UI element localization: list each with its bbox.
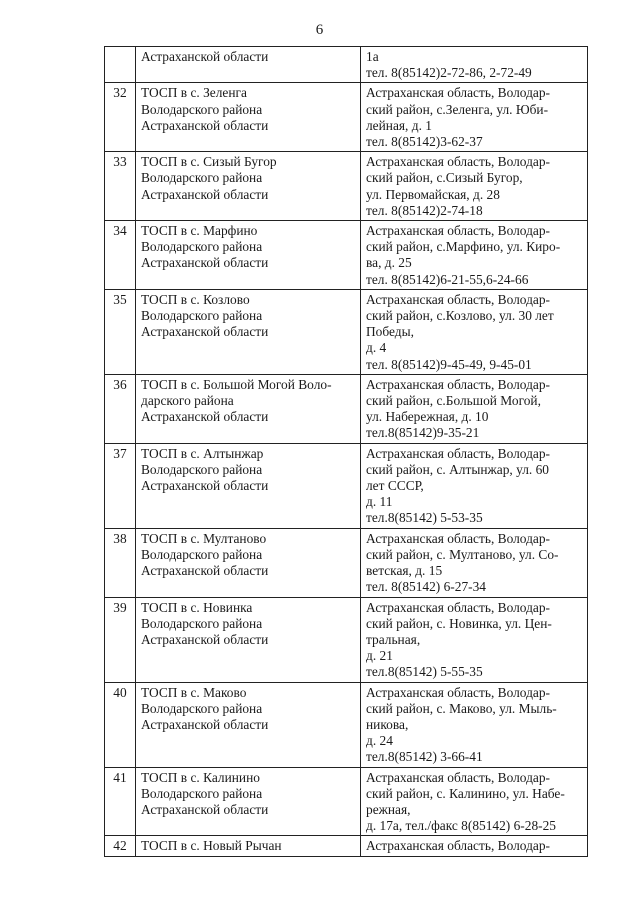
address-line: д. 24 [366, 733, 393, 749]
table-row [105, 682, 588, 767]
address-line: ский район, с. Калинино, ул. Набе- [366, 785, 565, 801]
office-name-cell [136, 682, 361, 767]
office-name-line: ТОСП в с. Козлово [141, 291, 250, 307]
table-row [105, 83, 588, 152]
office-name-line: Володарского района [141, 308, 263, 324]
office-name-cell [136, 152, 361, 221]
office-name-line: Астраханской области [141, 255, 269, 271]
address-cell [361, 152, 588, 221]
address-cell [361, 528, 588, 597]
address-line: тел. 8(85142)9-45-49, 9-45-01 [366, 356, 532, 372]
address-line: ский район, с. Новинка, ул. Цен- [366, 615, 552, 631]
row-number: 33 [105, 152, 136, 221]
row-number: 42 [105, 836, 136, 856]
table-row [105, 443, 588, 528]
office-name-line: Володарского района [141, 785, 263, 801]
page-number: 6 [315, 22, 324, 38]
address-line: Астраханская область, Володар- [366, 838, 551, 854]
address-line: ский район, с.Сизый Бугор, [366, 170, 523, 186]
address-line: тел. 8(85142)6-21-55,6-24-66 [366, 271, 529, 287]
address-line: Астраханская область, Володар- [366, 291, 551, 307]
address-line: ский район, с. Мултаново, ул. Со- [366, 546, 559, 562]
office-name-line: Володарского района [141, 546, 263, 562]
row-number: 37 [105, 443, 136, 528]
address-line: Астраханская область, Володар- [366, 223, 551, 239]
table-row [105, 374, 588, 443]
address-line: Астраханская область, Володар- [366, 85, 551, 101]
address-line: ский район, с.Козлово, ул. 30 лет [366, 308, 554, 324]
table-row [105, 597, 588, 682]
office-name-line: ТОСП в с. Новый Рычан [141, 838, 282, 854]
office-name-line: Астраханской области [141, 631, 269, 647]
office-name-cell [136, 443, 361, 528]
office-name-cell [136, 767, 361, 836]
address-cell [361, 83, 588, 152]
office-name-cell [136, 836, 361, 856]
address-cell [361, 289, 588, 374]
office-name-line: Астраханской области [141, 117, 269, 133]
address-line: тел.8(85142) 3-66-41 [366, 749, 483, 765]
address-line: д. 11 [366, 494, 393, 510]
address-line: ул. Первомайская, д. 28 [366, 186, 500, 202]
address-line: тел. 8(85142) 6-27-34 [366, 579, 487, 595]
office-name-line: ТОСП в с. Сизый Бугор [141, 154, 277, 170]
office-name-cell [136, 289, 361, 374]
office-name-line: Астраханской области [141, 186, 269, 202]
office-name-line: Астраханской области [141, 563, 269, 579]
address-line: ва, д. 25 [366, 255, 412, 271]
address-line: ский район, с. Маково, ул. Мыль- [366, 700, 557, 716]
office-name-line: Володарского района [141, 461, 263, 477]
office-name-line: дарского района [141, 393, 234, 409]
address-cell [361, 47, 588, 83]
address-line: ский район, с.Большой Могой, [366, 393, 541, 409]
office-name-line: ТОСП в с. Марфино [141, 223, 258, 239]
address-line: Астраханская область, Володар- [366, 445, 551, 461]
office-name-line: Астраханской области [141, 478, 269, 494]
address-line: тел.8(85142) 5-53-35 [366, 510, 483, 526]
office-name-cell [136, 83, 361, 152]
row-number: 38 [105, 528, 136, 597]
row-number: 41 [105, 767, 136, 836]
table-row [105, 528, 588, 597]
address-line: тел.8(85142)9-35-21 [366, 425, 480, 441]
office-name-cell [136, 47, 361, 83]
address-cell [361, 374, 588, 443]
address-line: д. 4 [366, 340, 387, 356]
address-line: Победы, [366, 324, 414, 340]
office-name-cell [136, 374, 361, 443]
address-line: д. 21 [366, 648, 393, 664]
office-name-line: Астраханской области [141, 324, 269, 340]
address-cell [361, 597, 588, 682]
office-name-line: ТОСП в с. Калинино [141, 769, 260, 785]
row-number: 40 [105, 682, 136, 767]
address-cell [361, 767, 588, 836]
address-line: ский район, с. Алтынжар, ул. 60 [366, 461, 549, 477]
table-row [105, 289, 588, 374]
address-line: лейная, д. 1 [366, 117, 432, 133]
row-number: 36 [105, 374, 136, 443]
address-line: тел. 8(85142)2-72-86, 2-72-49 [366, 65, 532, 81]
address-line: 1а [366, 49, 379, 64]
address-line: ский район, с.Зеленга, ул. Юби- [366, 101, 549, 117]
office-name-line: Астраханской области [141, 716, 269, 732]
address-line: Астраханская область, Володар- [366, 599, 551, 615]
office-name-line: Астраханской области [141, 409, 269, 425]
address-line: ул. Набережная, д. 10 [366, 409, 489, 425]
address-line: лет СССР, [366, 478, 424, 494]
office-name-line: Астраханской области [141, 801, 269, 817]
address-line: никова, [366, 716, 409, 732]
address-line: д. 17а, тел./факс 8(85142) 6-28-25 [366, 818, 556, 834]
office-name-line: ТОСП в с. Алтынжар [141, 445, 264, 461]
office-name-line: Володарского района [141, 101, 263, 117]
address-cell [361, 836, 588, 856]
row-number: 39 [105, 597, 136, 682]
table-row [105, 152, 588, 221]
table-row [105, 47, 588, 83]
office-name-line: Володарского района [141, 170, 263, 186]
address-line: Астраханская область, Володар- [366, 376, 551, 392]
office-name-line: ТОСП в с. Новинка [141, 599, 253, 615]
row-number: 32 [105, 83, 136, 152]
address-line: Астраханская область, Володар- [366, 530, 551, 546]
office-table-body [105, 47, 588, 857]
office-name-cell [136, 528, 361, 597]
address-line: ский район, с.Марфино, ул. Киро- [366, 239, 561, 255]
office-name-line: Астраханской области [141, 49, 269, 64]
address-line: Астраханская область, Володар- [366, 769, 551, 785]
address-line: тральная, [366, 631, 421, 647]
address-cell [361, 682, 588, 767]
address-line: тел.8(85142) 5-55-35 [366, 664, 483, 680]
address-line: тел. 8(85142)2-74-18 [366, 202, 483, 218]
table-row [105, 221, 588, 290]
office-name-line: ТОСП в с. Большой Могой Воло- [141, 376, 332, 392]
table-row [105, 836, 588, 856]
office-name-line: ТОСП в с. Зеленга [141, 85, 247, 101]
row-number [105, 47, 136, 83]
address-line: Астраханская область, Володар- [366, 154, 551, 170]
row-number: 34 [105, 221, 136, 290]
address-line: тел. 8(85142)3-62-37 [366, 134, 483, 150]
office-name-cell [136, 597, 361, 682]
office-name-line: Володарского района [141, 615, 263, 631]
table-row [105, 767, 588, 836]
address-line: режная, [366, 801, 411, 817]
office-name-line: ТОСП в с. Маково [141, 684, 247, 700]
office-name-line: Володарского района [141, 700, 263, 716]
office-name-cell [136, 221, 361, 290]
office-table [104, 46, 588, 857]
address-line: ветская, д. 15 [366, 563, 443, 579]
address-cell [361, 443, 588, 528]
address-cell [361, 221, 588, 290]
row-number: 35 [105, 289, 136, 374]
office-name-line: ТОСП в с. Мултаново [141, 530, 267, 546]
office-name-line: Володарского района [141, 239, 263, 255]
address-line: Астраханская область, Володар- [366, 684, 551, 700]
